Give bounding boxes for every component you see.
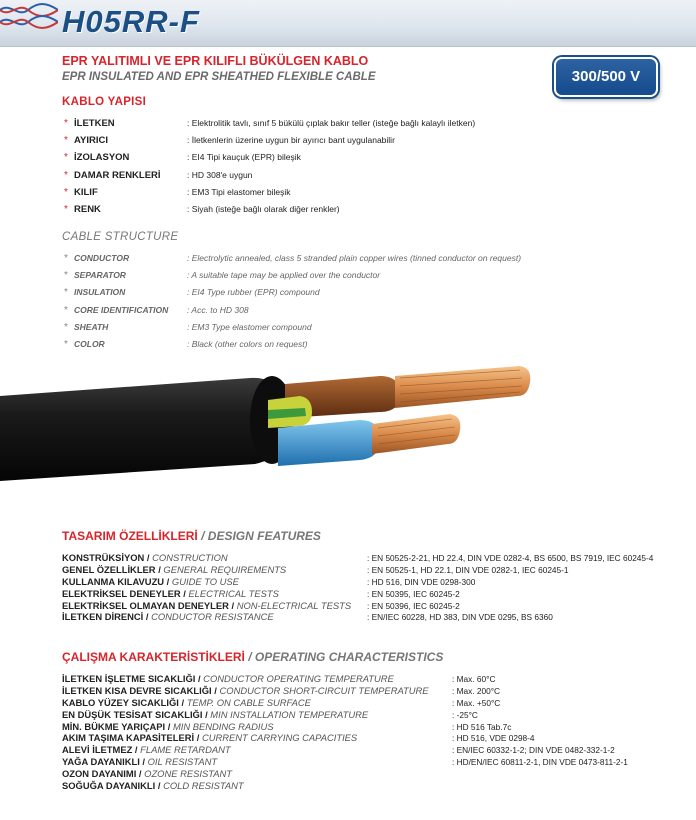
feature-label: ELEKTRİKSEL OLMAYAN DENEYLER / NON-ELECTRICAL TESTS (62, 599, 352, 611)
feature-label: KULLANMA KILAVUZU / GUIDE TO USE (62, 575, 239, 587)
feature-value: : EN 50525-1, HD 22.1, DIN VDE 0282-1, IEC 60245-1 (367, 564, 569, 575)
operating-label-tr: EN DÜŞÜK TESİSAT SICAKLIĞI (62, 708, 203, 720)
operating-value: : Max. 200°C (452, 685, 501, 696)
header-band (0, 0, 696, 47)
cable-title-en: EPR INSULATED AND EPR SHEATHED FLEXIBLE CABLE (62, 71, 376, 83)
design-features-heading-en: DESIGN FEATURES (207, 529, 321, 543)
spec-label: SEPARATOR (74, 270, 126, 281)
structure-heading-tr: KABLO YAPISI (62, 96, 147, 108)
operating-label-tr: ALEVİ İLETMEZ (62, 744, 133, 756)
operating-row (62, 744, 688, 756)
operating-value: : EN/IEC 60332-1-2; DIN VDE 0482-332-1-2 (452, 745, 615, 756)
feature-row (62, 552, 688, 564)
structure-heading-en: CABLE STRUCTURE (62, 231, 179, 243)
operating-label-en: CONDUCTOR SHORT-CIRCUIT TEMPERATURE (219, 684, 429, 696)
operating-label: AKIM TAŞIMA KAPASİTELERİ / CURRENT CARRYING CAPACITIES (62, 732, 358, 744)
feature-value: : HD 516, DIN VDE 0298-300 (367, 576, 476, 587)
operating-heading (62, 650, 443, 664)
operating-label-tr: MİN. BÜKME YARIÇAPI (62, 720, 166, 732)
operating-label: KABLO YÜZEY SICAKLIĞI / TEMP. ON CABLE SURFACE (62, 696, 311, 708)
operating-label-tr: KABLO YÜZEY SICAKLIĞI (62, 696, 179, 708)
operating-value: : HD/EN/IEC 60811-2-1, DIN VDE 0473-811-2-1 (452, 757, 628, 768)
operating-label-tr: AKIM TAŞIMA KAPASİTELERİ (62, 732, 195, 744)
feature-value: : EN 50395, IEC 60245-2 (367, 588, 460, 599)
feature-value: : EN 50396, IEC 60245-2 (367, 600, 460, 611)
operating-label-tr: OZON DAYANIMI (62, 768, 137, 780)
spec-label: KILIF (74, 186, 98, 198)
feature-label: ELEKTRİKSEL DENEYLER / ELECTRICAL TESTS (62, 587, 279, 599)
operating-value: : HD 516, VDE 0298-4 (452, 733, 535, 744)
operating-label-en: COLD RESISTANT (163, 780, 244, 792)
feature-label: KONSTRÜKSİYON / CONSTRUCTION (62, 552, 228, 563)
feature-label: İLETKEN DİRENCİ / CONDUCTOR RESISTANCE (62, 611, 274, 623)
bullet-star-icon: * (64, 270, 68, 282)
heading-separator: / (197, 529, 208, 543)
cable-title-tr: EPR YALITIMLI VE EPR KILIFLI BÜKÜLGEN KABLO (62, 54, 369, 68)
spec-label: İZOLASYON (74, 152, 130, 164)
spec-label: İLETKEN (74, 118, 115, 129)
operating-label-tr: İLETKEN İŞLETME SICAKLIĞI (62, 673, 196, 684)
operating-label-en: MIN BENDING RADIUS (172, 720, 274, 732)
feature-label-en: NON-ELECTRICAL TESTS (236, 599, 352, 611)
bullet-star-icon: * (64, 287, 68, 299)
spec-value: : Electrolytic annealed, class 5 stranded plain copper wires (tinned conductor on request) (187, 253, 522, 263)
bullet-star-icon: * (64, 152, 68, 164)
operating-row (62, 697, 688, 709)
bullet-star-icon: * (64, 253, 68, 264)
operating-label: İLETKEN KISA DEVRE SICAKLIĞI / CONDUCTOR SHORT-CIRCUIT TEMPERATURE (62, 684, 429, 696)
spec-label: INSULATION (74, 287, 126, 298)
operating-row (62, 732, 688, 744)
operating-label-en: CURRENT CARRYING CAPACITIES (201, 732, 358, 744)
feature-label-tr: GENEL ÖZELLİKLER (62, 563, 156, 575)
operating-row (62, 721, 688, 733)
feature-row (62, 576, 688, 588)
product-code: H05RR-F (62, 4, 200, 39)
feature-label-tr: KONSTRÜKSİYON (62, 552, 145, 563)
feature-label-tr: ELEKTRİKSEL DENEYLER (62, 587, 181, 599)
bullet-star-icon: * (64, 118, 68, 129)
feature-label-tr: ELEKTRİKSEL OLMAYAN DENEYLER (62, 599, 229, 611)
operating-label-tr: YAĞA DAYANIKLI (62, 756, 140, 768)
spec-label: AYIRICI (74, 135, 108, 147)
operating-label: MİN. BÜKME YARIÇAPI / MIN BENDING RADIUS (62, 720, 274, 732)
cable-cross-section-photo (0, 356, 560, 486)
operating-row (62, 780, 688, 792)
feature-label: GENEL ÖZELLİKLER / GENERAL REQUIREMENTS (62, 563, 287, 575)
design-features-heading-tr: TASARIM ÖZELLİKLERİ (62, 529, 198, 543)
heading-separator: / (244, 650, 255, 664)
bullet-star-icon: * (64, 135, 68, 147)
operating-value: : -25°C (452, 709, 478, 720)
feature-label-en: GENERAL REQUIREMENTS (163, 563, 287, 575)
operating-label-en: MIN INSTALLATION TEMPERATURE (210, 708, 369, 720)
spec-value: : EM3 Tipi elastomer bileşik (187, 186, 291, 197)
operating-label-tr: SOĞUĞA DAYANIKLI (62, 780, 156, 792)
bullet-star-icon: * (64, 338, 68, 350)
operating-label-tr: İLETKEN KISA DEVRE SICAKLIĞI (62, 684, 212, 696)
twisted-wires-icon (0, 0, 58, 40)
spec-label: CONDUCTOR (74, 253, 130, 263)
spec-label: RENK (74, 203, 101, 215)
feature-row (62, 588, 688, 600)
bullet-star-icon: * (64, 186, 68, 198)
voltage-badge: 300/500 V (554, 57, 658, 97)
operating-label-en: OIL RESISTANT (147, 756, 218, 768)
operating-row (62, 685, 688, 697)
feature-row (62, 564, 688, 576)
spec-value: : A suitable tape may be applied over the conductor (187, 270, 381, 281)
feature-label-tr: KULLANMA KILAVUZU (62, 575, 165, 587)
feature-row (62, 600, 688, 612)
spec-value: : HD 308'e uygun (187, 169, 253, 180)
operating-label: SOĞUĞA DAYANIKLI / COLD RESISTANT (62, 780, 244, 792)
operating-list (62, 673, 688, 792)
spec-value: : EM3 Type elastomer compound (187, 321, 312, 332)
design-features-list (62, 552, 688, 623)
operating-label: ALEVİ İLETMEZ / FLAME RETARDANT (62, 744, 231, 756)
spec-value: : Elektrolitik tavlı, sınıf 5 bükülü çıplak bakır teller (isteğe bağlı kalaylı iletken) (187, 118, 476, 128)
feature-label-en: CONSTRUCTION (152, 552, 228, 563)
operating-heading-tr: ÇALIŞMA KARAKTERİSTİKLERİ (62, 650, 245, 664)
operating-row (62, 709, 688, 721)
operating-label-en: CONDUCTOR OPERATING TEMPERATURE (203, 673, 394, 684)
bullet-star-icon: * (64, 321, 68, 333)
spec-label: CORE IDENTIFICATION (74, 304, 169, 315)
spec-value: : EI4 Type rubber (EPR) compound (187, 287, 320, 298)
operating-label-en: TEMP. ON CABLE SURFACE (186, 696, 311, 708)
operating-label: EN DÜŞÜK TESİSAT SICAKLIĞI / MIN INSTALLATION TEMPERATURE (62, 708, 369, 720)
operating-label-en: OZONE RESISTANT (144, 768, 233, 780)
bullet-star-icon: * (64, 169, 68, 181)
spec-value: : EI4 Tipi kauçuk (EPR) bileşik (187, 152, 301, 163)
operating-value: : HD 516 Tab.7c (452, 721, 512, 732)
operating-label: İLETKEN İŞLETME SICAKLIĞI / CONDUCTOR OPERATING TEMPERATURE (62, 673, 394, 684)
feature-value: : EN/IEC 60228, HD 383, DIN VDE 0295, BS 6360 (367, 612, 553, 623)
operating-label: OZON DAYANIMI / OZONE RESISTANT (62, 768, 233, 780)
spec-value: : İletkenlerin üzerine uygun bir ayırıcı bant uygulanabilir (187, 135, 395, 146)
operating-value: : Max. +50°C (452, 697, 501, 708)
feature-label-tr: İLETKEN DİRENCİ (62, 611, 144, 623)
operating-label-en: FLAME RETARDANT (140, 744, 231, 756)
feature-row (62, 611, 688, 623)
operating-row (62, 756, 688, 768)
operating-row (62, 768, 688, 780)
design-features-heading (62, 529, 321, 543)
spec-value: : Acc. to HD 308 (187, 304, 249, 315)
bullet-star-icon: * (64, 203, 68, 215)
spec-label: SHEATH (74, 321, 109, 332)
feature-label-en: CONDUCTOR RESISTANCE (151, 611, 274, 623)
feature-value: : EN 50525-2-21, HD 22.4, DIN VDE 0282-4, BS 6500, BS 7919, IEC 60245-4 (367, 553, 654, 563)
operating-value: : Max. 60°C (452, 674, 496, 684)
feature-label-en: ELECTRICAL TESTS (188, 587, 279, 599)
operating-heading-en: OPERATING CHARACTERISTICS (254, 650, 444, 664)
spec-label: DAMAR RENKLERİ (74, 169, 161, 181)
spec-value: : Black (other colors on request) (187, 338, 308, 349)
operating-label: YAĞA DAYANIKLI / OIL RESISTANT (62, 756, 218, 768)
bullet-star-icon: * (64, 304, 68, 316)
spec-value: : Siyah (isteğe bağlı olarak diğer renkler) (187, 203, 340, 214)
operating-row (62, 673, 688, 685)
spec-label: COLOR (74, 338, 105, 349)
feature-label-en: GUIDE TO USE (171, 575, 239, 587)
